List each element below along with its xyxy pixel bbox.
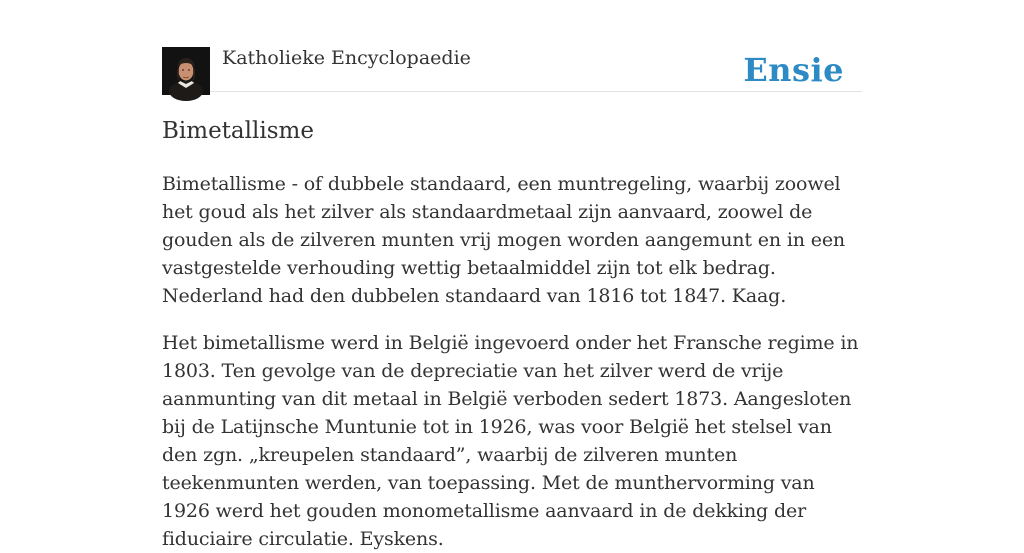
article-paragraph: Bimetallisme - of dubbele standaard, een muntregeling, waarbij zoowel het goud als het zilver als standaardmetaal zijn aanvaard, zoowel de gouden als de zilveren munten vrij mogen worden aangemunt en in een vastgestelde verhouding wettig betaalmiddel zijn tot elk bedrag. Nederland had den dubbelen standaard van 1816 tot 1847. Kaag. xyxy=(162,173,845,307)
page xyxy=(162,0,862,553)
article-paragraph: Het bimetallisme werd in België ingevoerd onder het Fransche regime in 1803. Ten gevolge van de depreciatie van het zilver werd de vrije aanmunting van dit metaal in België verboden sedert 1873. Aangesloten bij de Latijnsche Muntunie tot in 1926, was voor België het stelsel van den zgn. „kreupelen standaard”, waarbij de zilveren munten teekenmunten werden, van toepassing. Met de munthervorming van 1926 werd het gouden monometallisme aanvaard in de dekking der fiduciaire circulatie. Eyskens. xyxy=(162,332,859,550)
ensie-logo[interactable]: Ensie xyxy=(743,51,844,89)
portrait-avatar-icon[interactable] xyxy=(162,47,210,95)
source-title[interactable]: Katholieke Encyclopaedie xyxy=(222,47,471,69)
header xyxy=(162,0,862,92)
page-title: Bimetallisme xyxy=(162,118,314,144)
